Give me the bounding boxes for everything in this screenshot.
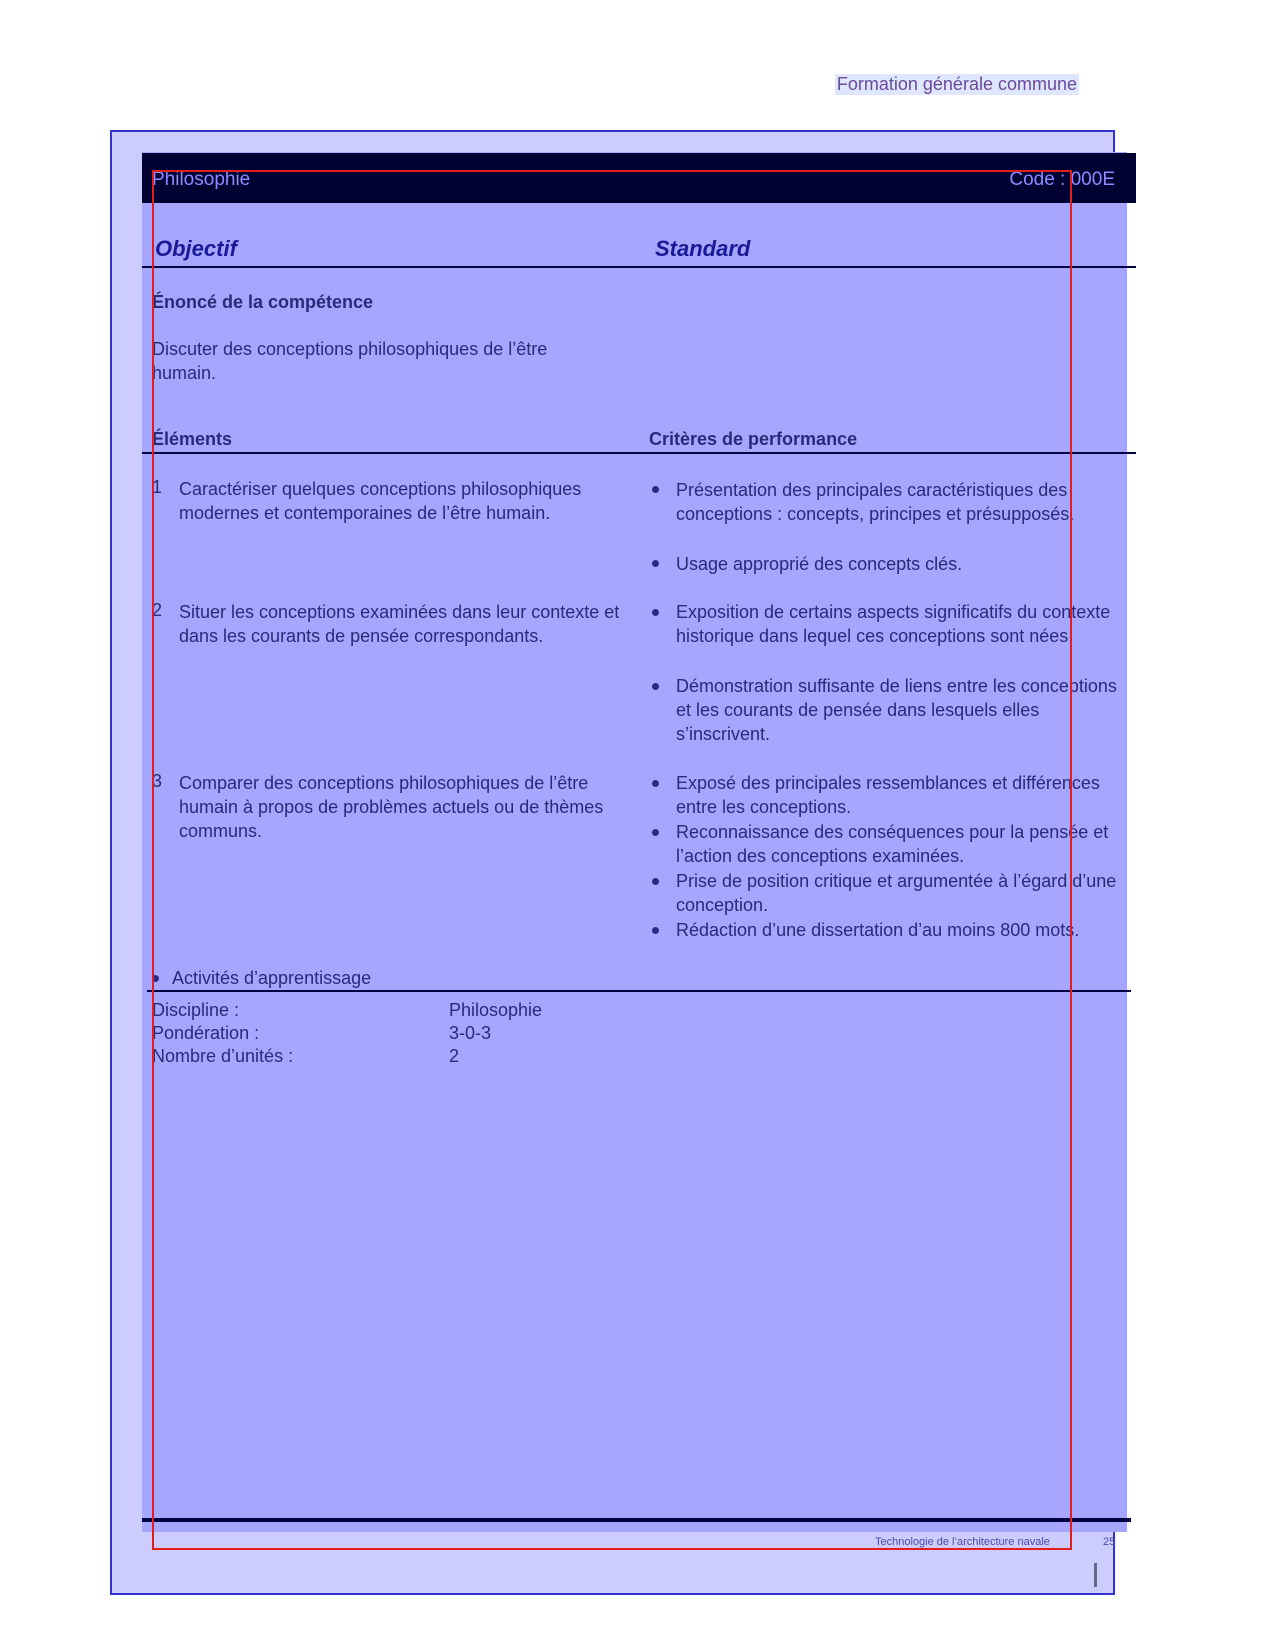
element-text: Situer les conceptions examinées dans leur contexte et dans les courants de pensée correspondants. <box>179 602 620 646</box>
units-value: 2 <box>449 1046 460 1066</box>
header-divider <box>142 266 1136 268</box>
footer-rule <box>142 1518 1131 1522</box>
bullet-icon <box>652 780 659 787</box>
program-label: Formation générale commune <box>836 74 1077 94</box>
page-marker <box>1094 1563 1097 1587</box>
bullet-icon <box>652 486 659 493</box>
criterion-text: Usage approprié des concepts clés. <box>676 554 963 574</box>
criteria-heading: Critères de performance <box>649 429 858 449</box>
bullet-icon <box>652 878 659 885</box>
objectif-header: Objectif <box>155 236 237 261</box>
discipline-label: Discipline : <box>152 1000 240 1020</box>
bullet-icon <box>652 560 659 567</box>
footer-program: Technologie de l’architecture navale <box>875 1536 1050 1548</box>
title-bar <box>142 153 1136 203</box>
criterion-text: Présentation des principales caractéristiques des conceptions : concepts, principes et présupposés. <box>676 480 1075 524</box>
competence-heading: Énoncé de la compétence <box>152 292 374 312</box>
competence-text: Discuter des conceptions philosophiques de l’être humain. <box>152 339 548 383</box>
units-label: Nombre d’unités : <box>152 1046 294 1066</box>
element-number: 2 <box>152 600 163 620</box>
elements-heading: Éléments <box>152 429 233 449</box>
discipline-value: Philosophie <box>449 1000 543 1020</box>
bullet-icon <box>652 927 659 934</box>
ponderation-label: Pondération : <box>152 1023 260 1043</box>
page-number: 25 <box>1103 1536 1116 1548</box>
element-text: Caractériser quelques conceptions philosophiques modernes et contemporaines de l’être humain. <box>179 479 582 523</box>
standard-header: Standard <box>655 236 751 261</box>
criterion-text: Reconnaissance des conséquences pour la pensée et l’action des conceptions examinées. <box>676 822 1109 866</box>
activities-heading: Activités d’apprentissage <box>172 968 372 988</box>
course-code: Code : 000E <box>1009 169 1115 190</box>
bullet-icon <box>652 829 659 836</box>
element-number: 3 <box>152 771 163 791</box>
criterion-text: Rédaction d’une dissertation d’au moins 800 mots. <box>676 920 1080 940</box>
criterion-text: Exposition de certains aspects significatifs du contexte historique dans lequel ces conceptions sont nées. <box>676 602 1111 646</box>
criterion-text: Prise de position critique et argumentée à l’égard d’une conception. <box>676 871 1117 915</box>
bullet-icon <box>152 975 159 982</box>
element-number: 1 <box>152 477 163 497</box>
ponderation-value: 3-0-3 <box>449 1023 492 1043</box>
bullet-icon <box>652 683 659 690</box>
criterion-text: Démonstration suffisante de liens entre les conceptions et les courants de pensée dans lesquels elles s’inscrivent. <box>676 676 1117 744</box>
course-title: Philosophie <box>152 169 251 190</box>
element-text: Comparer des conceptions philosophiques de l’être humain à propos de problèmes actuels ou de thèmes communs. <box>179 773 604 841</box>
bullet-icon <box>652 609 659 616</box>
activities-divider <box>147 990 1131 992</box>
criterion-text: Exposé des principales ressemblances et différences entre les conceptions. <box>676 773 1100 817</box>
elements-divider <box>142 452 1136 454</box>
